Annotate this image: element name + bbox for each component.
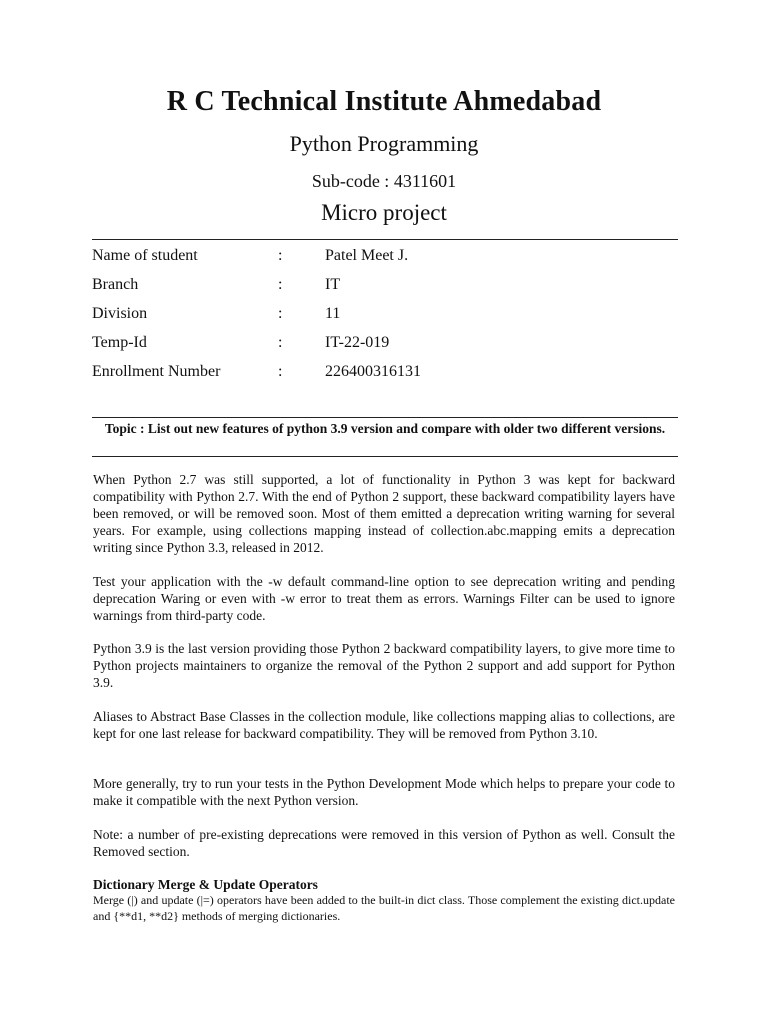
topic-heading: Topic : List out new features of python 3.9 version and compare with older two different versions. xyxy=(104,421,666,436)
body-paragraph: Python 3.9 is the last version providing those Python 2 backward compatibility layers, to give more time to Python projects maintainers to organize the removal of the Python 2 support and add support for Python 3.9. xyxy=(93,641,675,690)
info-row-enrollment xyxy=(92,357,678,386)
info-separator: : xyxy=(278,275,283,293)
topic-top-divider xyxy=(92,417,678,418)
student-info-table xyxy=(92,241,678,386)
info-label: Division xyxy=(92,304,148,322)
body-paragraph: When Python 2.7 was still supported, a lot of functionality in Python 3 was kept for backward compatibility with Python 2.7. With the end of Python 2 support, these backward compatibility layers have been removed, or will be removed soon. Most of them emitted a deprecation writing warning for several years. For example, using collections mapping instead of collection.abc.mapping emits a deprecation writing since Python 3.3, released in 2012. xyxy=(93,472,675,555)
info-separator: : xyxy=(278,362,283,380)
section-body: Merge (|) and update (|=) operators have been added to the built-in dict class. Those complement the existing dict.update and {**d1, **d2} methods of merging dictionaries. xyxy=(93,893,675,923)
info-row-temp-id xyxy=(92,328,678,357)
info-value: 11 xyxy=(325,304,341,322)
info-row-division xyxy=(92,299,678,328)
info-value: 226400316131 xyxy=(325,362,421,380)
info-label: Name of student xyxy=(92,246,198,264)
info-row-name xyxy=(92,241,678,270)
project-type-title: Micro project xyxy=(321,200,447,225)
subject-code: Sub-code : 4311601 xyxy=(311,171,457,191)
info-separator: : xyxy=(278,333,283,351)
info-separator: : xyxy=(278,304,283,322)
info-value: Patel Meet J. xyxy=(325,246,409,264)
body-paragraph: Test your application with the -w default command-line option to see deprecation writing and pending deprecation Waring or even with -w error to treat them as errors. Warnings Filter can be used to ignore warnings from third-party code. xyxy=(93,574,675,623)
info-value: IT-22-019 xyxy=(325,333,390,351)
section-heading: Dictionary Merge & Update Operators xyxy=(93,877,318,892)
info-separator: : xyxy=(278,246,283,264)
topic-bottom-divider xyxy=(92,456,678,457)
subject-title: Python Programming xyxy=(289,131,479,156)
body-paragraph: Aliases to Abstract Base Classes in the collection module, like collections mapping alias to collections, are kept for one last release for backward compatibility. They will be removed from Python 3.10. xyxy=(93,709,675,741)
info-row-branch xyxy=(92,270,678,299)
info-value: IT xyxy=(325,275,341,293)
info-label: Enrollment Number xyxy=(92,362,221,380)
body-paragraph: More generally, try to run your tests in the Python Development Mode which helps to prepare your code to make it compatible with the next Python version. xyxy=(93,776,675,808)
institute-title: R C Technical Institute Ahmedabad xyxy=(166,86,602,117)
top-divider xyxy=(92,239,678,240)
info-label: Temp-Id xyxy=(92,333,147,351)
info-label: Branch xyxy=(92,275,139,293)
body-paragraph: Note: a number of pre-existing deprecations were removed in this version of Python as well. Consult the Removed section. xyxy=(93,827,675,859)
